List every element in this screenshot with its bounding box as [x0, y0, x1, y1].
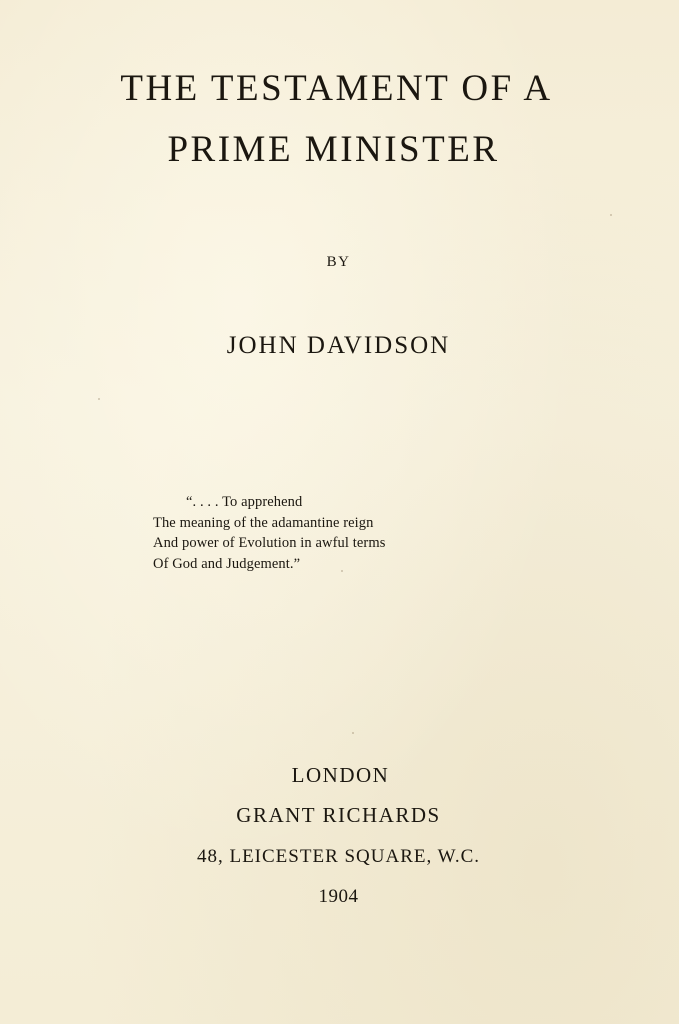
- imprint-address: 48, LEICESTER SQUARE, W.C.: [196, 846, 481, 867]
- epigraph-line: Of God and Judgement.”: [153, 555, 301, 572]
- imprint-year: 1904: [318, 886, 359, 907]
- epigraph-line: And power of Evolution in awful terms: [153, 535, 386, 551]
- author-name: JOHN DAVIDSON: [226, 332, 451, 359]
- paper-speck: [610, 214, 612, 216]
- paper-speck: [98, 398, 100, 400]
- byline-label: BY: [326, 254, 351, 270]
- epigraph-line: “. . . . To apprehend: [186, 494, 303, 510]
- imprint-publisher: GRANT RICHARDS: [236, 803, 441, 827]
- paper-speck: [352, 732, 354, 734]
- title-line-2: PRIME MINISTER: [167, 129, 500, 170]
- imprint-city: LONDON: [291, 763, 390, 787]
- title-line-1: THE TESTAMENT OF A: [120, 68, 553, 109]
- paper-speck: [341, 570, 343, 572]
- epigraph-line: The meaning of the adamantine reign: [153, 514, 374, 531]
- epigraph: [153, 492, 483, 574]
